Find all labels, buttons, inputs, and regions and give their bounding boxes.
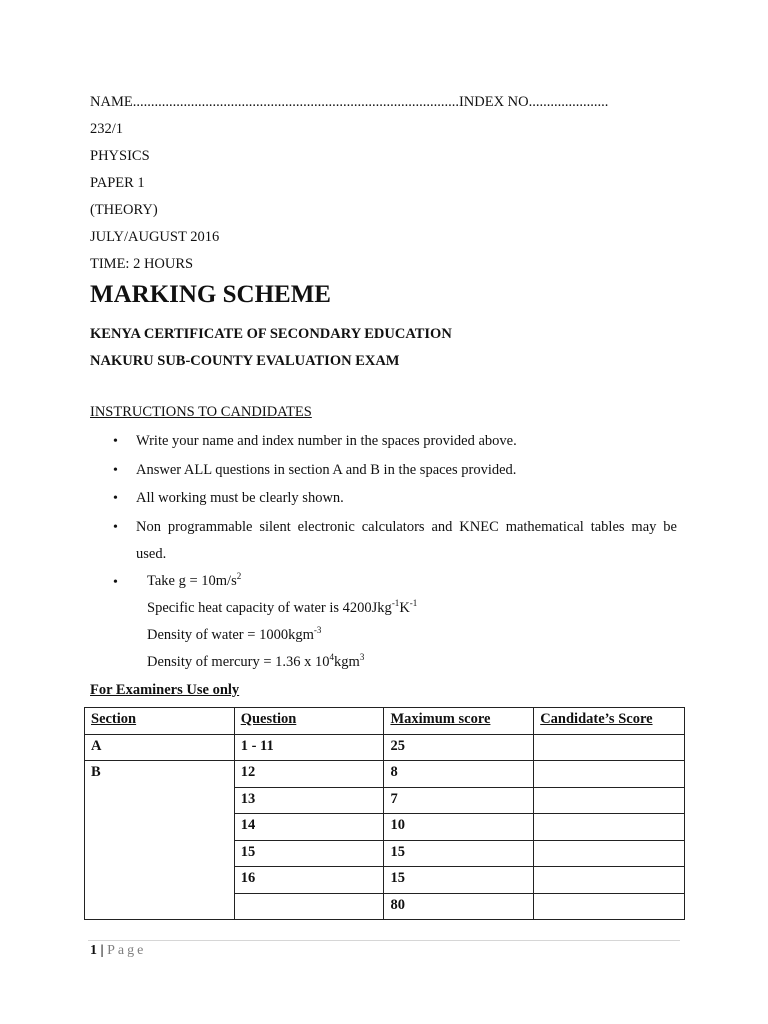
candidate-score-cell[interactable] bbox=[534, 761, 685, 788]
table-row bbox=[85, 761, 685, 788]
table-row bbox=[85, 734, 685, 761]
candidate-score-cell[interactable] bbox=[534, 840, 685, 867]
max-score-cell: 10 bbox=[384, 814, 534, 841]
footer-divider bbox=[88, 940, 680, 941]
max-score-cell: 25 bbox=[384, 734, 534, 761]
candidate-total-cell[interactable] bbox=[534, 893, 685, 920]
max-score-cell: 15 bbox=[384, 867, 534, 894]
section-cell: A bbox=[85, 734, 235, 761]
bullet-icon: • bbox=[113, 434, 118, 449]
exam-date: JULY/AUGUST 2016 bbox=[90, 229, 220, 245]
question-cell: 16 bbox=[234, 867, 384, 894]
constant-gravity: Take $g = 10m/s^2$ bbox=[147, 571, 242, 589]
candidate-score-cell[interactable] bbox=[534, 734, 685, 761]
page-title: MARKING SCHEME bbox=[90, 281, 331, 308]
instruction-item: Answer ALL questions in section A and B in the spaces provided. bbox=[136, 462, 517, 478]
bullet-icon: • bbox=[113, 491, 118, 506]
column-header: Question bbox=[234, 708, 384, 735]
certificate-title: KENYA CERTIFICATE OF SECONDARY EDUCATION bbox=[90, 326, 452, 342]
name-label: NAME.......................................................................................... bbox=[90, 94, 459, 110]
max-score-cell: 7 bbox=[384, 787, 534, 814]
constant-specific-heat: Specific heat capacity of water is $4200Jkg^{-1}K^{-1}$ bbox=[147, 598, 418, 616]
column-header: Candidate’s Score bbox=[534, 708, 685, 735]
question-cell: 1 - 11 bbox=[234, 734, 384, 761]
index-label: INDEX NO...................... bbox=[458, 94, 609, 110]
instruction-item: All working must be clearly shown. bbox=[136, 490, 344, 506]
candidate-score-cell[interactable] bbox=[534, 787, 685, 814]
table-header-row bbox=[85, 708, 685, 735]
question-cell: 15 bbox=[234, 840, 384, 867]
footer-separator: | bbox=[97, 943, 108, 958]
bullet-icon: • bbox=[113, 520, 118, 535]
name-index-line bbox=[90, 94, 608, 111]
page-number: 1 bbox=[90, 943, 97, 958]
question-cell bbox=[234, 893, 384, 920]
bullet-icon: • bbox=[113, 463, 118, 478]
instruction-item: Non programmable silent electronic calculators and KNEC mathematical tables may be bbox=[136, 519, 677, 535]
max-score-cell: 8 bbox=[384, 761, 534, 788]
constant-density-mercury: Density of mercury = 1.36 x $10^4kgm^3$ bbox=[147, 652, 365, 670]
section-cell: B bbox=[85, 761, 235, 920]
question-cell: 13 bbox=[234, 787, 384, 814]
page-word: Page bbox=[107, 943, 147, 958]
question-cell: 14 bbox=[234, 814, 384, 841]
examiners-use-heading: For Examiners Use only bbox=[90, 682, 240, 698]
bullet-icon: • bbox=[113, 575, 118, 590]
instruction-item-continued: used. bbox=[136, 546, 167, 562]
page-footer bbox=[90, 943, 146, 959]
score-table bbox=[84, 707, 685, 920]
column-header: Maximum score bbox=[384, 708, 534, 735]
instructions-heading: INSTRUCTIONS TO CANDIDATES bbox=[90, 404, 312, 420]
exam-time: TIME: 2 HOURS bbox=[90, 256, 194, 272]
paper-number: PAPER 1 bbox=[90, 175, 145, 191]
exam-title: NAKURU SUB-COUNTY EVALUATION EXAM bbox=[90, 353, 400, 369]
max-score-cell: 15 bbox=[384, 840, 534, 867]
instruction-item: Write your name and index number in the spaces provided above. bbox=[136, 433, 517, 449]
constant-density-water: Density of water = 1000kgm$^{-3}$ bbox=[147, 625, 322, 643]
candidate-score-cell[interactable] bbox=[534, 814, 685, 841]
total-score-cell: 80 bbox=[384, 893, 534, 920]
candidate-score-cell[interactable] bbox=[534, 867, 685, 894]
question-cell: 12 bbox=[234, 761, 384, 788]
column-header: Section bbox=[85, 708, 235, 735]
subject: PHYSICS bbox=[90, 148, 150, 164]
paper-type: (THEORY) bbox=[90, 202, 158, 218]
paper-code: 232/1 bbox=[90, 121, 124, 137]
